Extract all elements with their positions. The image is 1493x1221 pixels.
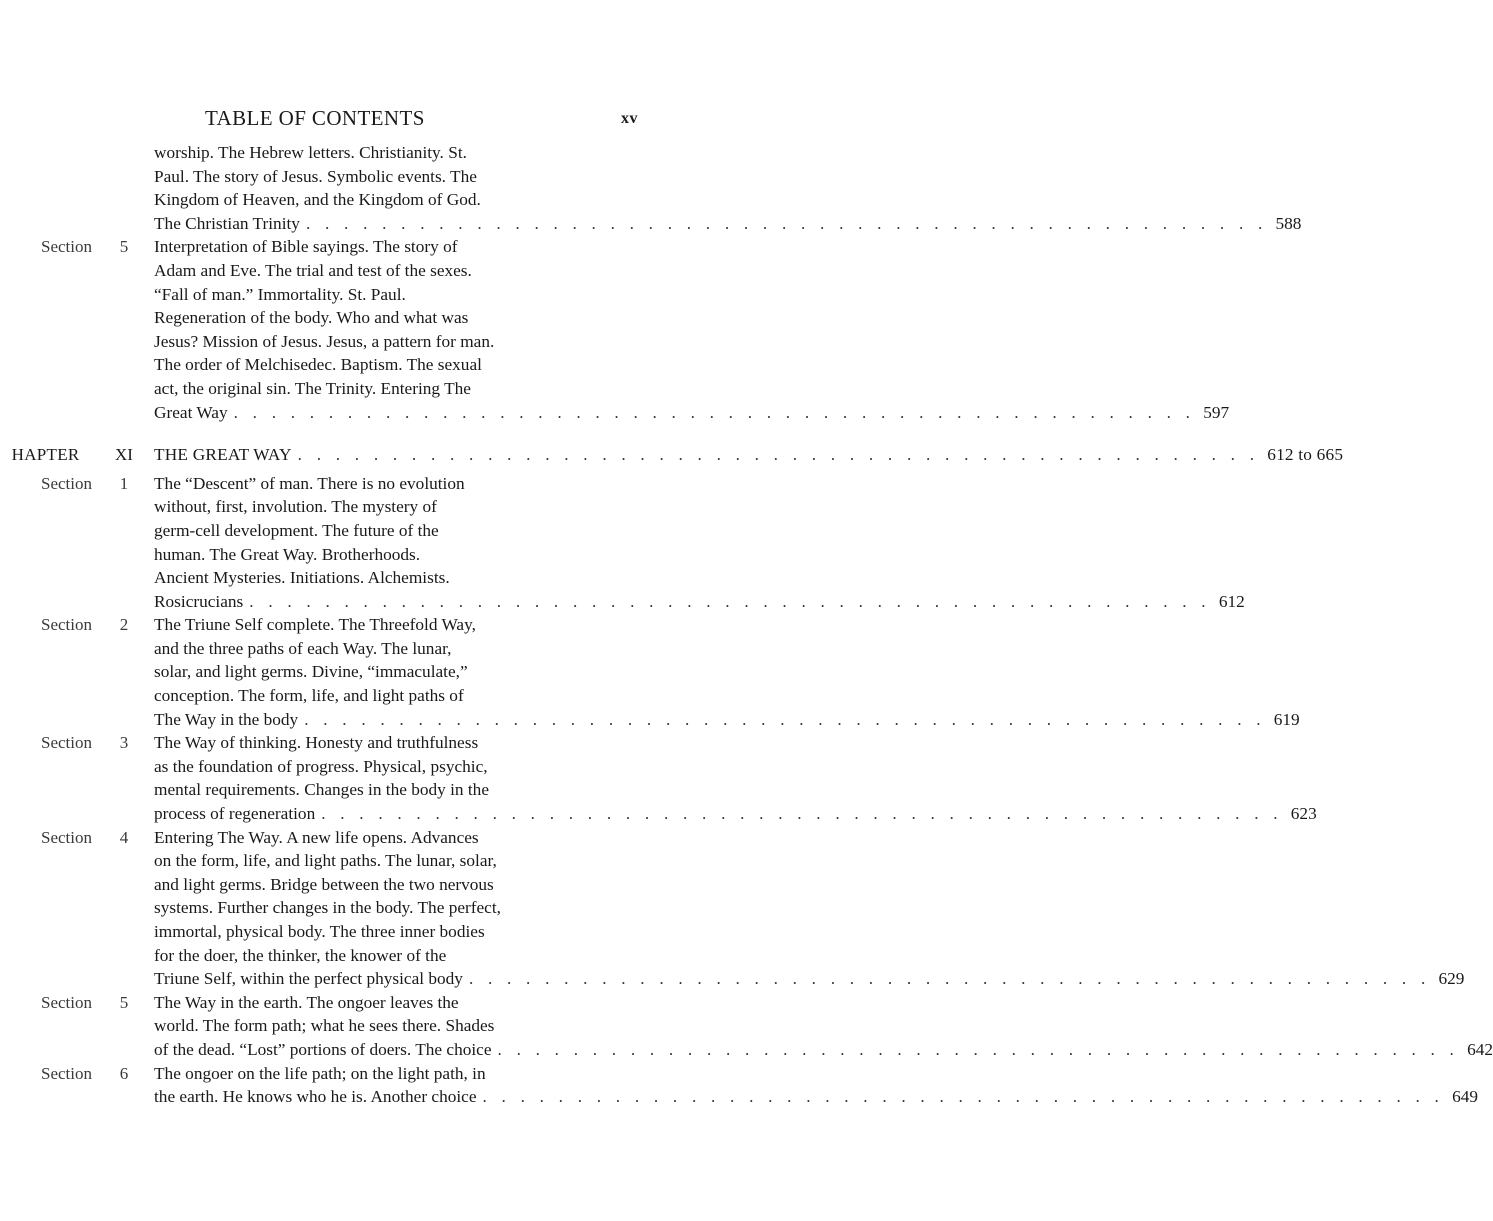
page-range: 612 to 665 [1267, 445, 1344, 465]
entry-line: act, the original sin. The Trinity. Entering The [154, 378, 471, 398]
chapter-number: XI [115, 445, 133, 465]
entry-line: “Fall of man.” Immortality. St. Paul. [154, 284, 406, 304]
section-number: 5 [119, 237, 129, 257]
toc-entry-continued [0, 141, 1302, 235]
entry-leader-line [154, 212, 1302, 236]
entry-line: mental requirements. Changes in the body in the [154, 780, 489, 800]
section-word: Section [41, 237, 92, 257]
section-word: Section [41, 733, 92, 753]
toc-entry-section [0, 613, 1300, 731]
page-number: 588 [1275, 213, 1302, 233]
entry-line: systems. Further changes in the body. The perfect, [154, 898, 501, 918]
entry-line: human. The Great Way. Brotherhoods. [154, 544, 421, 564]
entry-line: Triune Self, within the perfect physical body [154, 969, 463, 989]
toc-entry-chapter [0, 443, 1344, 467]
dot-leader: . . . . . . . . . . . . . . . . . . . . . . . . . . . . . . . . . . . . . . . . . . . . . . . . . . . [321, 804, 1283, 824]
entry-line: for the doer, the thinker, the knower of the [154, 945, 447, 965]
running-head [0, 106, 736, 134]
dot-leader: . . . . . . . . . . . . . . . . . . . . . . . . . . . . . . . . . . . . . . . . . . . . . . . . . . . [468, 969, 1431, 989]
entry-line: germ-cell development. The future of the [154, 520, 439, 540]
entry-line: world. The form path; what he sees there. Shades [154, 1016, 495, 1036]
table-of-contents [0, 141, 1493, 1109]
section-word: Section [41, 615, 92, 635]
entry-leader-line [154, 967, 1465, 991]
section-number: 6 [119, 1063, 129, 1083]
entry-line: Interpretation of Bible sayings. The story of [154, 237, 458, 257]
dot-leader: . . . . . . . . . . . . . . . . . . . . . . . . . . . . . . . . . . . . . . . . . . . . . . . . . . . [233, 402, 1196, 422]
entry-line: of the dead. “Lost” portions of doers. The choice [154, 1039, 492, 1059]
chapter-label [0, 443, 140, 467]
entry-description [154, 613, 1300, 731]
section-word: Section [41, 473, 92, 493]
entry-line: and light germs. Bridge between the two nervous [154, 874, 494, 894]
dot-leader: . . . . . . . . . . . . . . . . . . . . . . . . . . . . . . . . . . . . . . . . . . . . . . . . . . . [497, 1039, 1460, 1059]
entry-leader-line [154, 1085, 1478, 1109]
entry-line: The Triune Self complete. The Threefold Way, [154, 615, 476, 635]
entry-line: Jesus? Mission of Jesus. Jesus, a pattern for man. [154, 331, 495, 351]
entry-line: process of regeneration [154, 804, 316, 824]
entry-line: The order of Melchisedec. Baptism. The sexual [154, 355, 482, 375]
toc-entry-section [0, 991, 1493, 1062]
toc-entry-section [0, 235, 1230, 424]
toc-entry-section [0, 826, 1465, 991]
entry-leader-line [154, 708, 1300, 732]
page-folio: xv [621, 110, 638, 127]
entry-description [154, 472, 1245, 614]
entry-line: The Way in the body [154, 709, 299, 729]
entry-line: as the foundation of progress. Physical, psychic, [154, 756, 488, 776]
entry-line: on the form, life, and light paths. The lunar, solar, [154, 851, 497, 871]
entry-leader-line [154, 590, 1245, 614]
section-word: Section [41, 827, 92, 847]
entry-line: solar, and light germs. Divine, “immaculate,” [154, 662, 468, 682]
chapter-word: CHAPTER [0, 445, 80, 465]
section-word: Section [41, 1063, 92, 1083]
section-number: 1 [119, 473, 129, 493]
page-number: 612 [1218, 591, 1245, 611]
entry-line: without, first, involution. The mystery of [154, 497, 437, 517]
entry-line: Ancient Mysteries. Initiations. Alchemists. [154, 568, 450, 588]
section-number: 2 [119, 615, 129, 635]
section-label [0, 613, 140, 637]
entry-line: Rosicrucians [154, 591, 244, 611]
entry-line: Entering The Way. A new life opens. Advances [154, 827, 479, 847]
entry-line: the earth. He knows who he is. Another choice [154, 1087, 477, 1107]
entry-line: and the three paths of each Way. The lunar, [154, 638, 452, 658]
entry-leader-line [154, 401, 1230, 425]
toc-entry-section [0, 731, 1317, 825]
section-label [0, 731, 140, 755]
section-word: Section [41, 992, 92, 1012]
entry-leader-line [154, 1038, 1493, 1062]
dot-leader: . . . . . . . . . . . . . . . . . . . . . . . . . . . . . . . . . . . . . . . . . . . . . . . . . . . [305, 213, 1268, 233]
entry-line: The Christian Trinity [154, 213, 300, 233]
entry-line: conception. The form, life, and light paths of [154, 686, 464, 706]
entry-line: The Way of thinking. Honesty and truthfulness [154, 733, 479, 753]
chapter-title: THE GREAT WAY [154, 445, 292, 465]
entry-line: The Way in the earth. The ongoer leaves the [154, 992, 459, 1012]
toc-entry-section [0, 472, 1245, 614]
chapter-title-row [154, 443, 1344, 467]
section-number: 3 [119, 733, 129, 753]
entry-line: immortal, physical body. The three inner bodies [154, 922, 485, 941]
section-number: 4 [119, 827, 129, 847]
entry-description [154, 991, 1493, 1062]
dot-leader: . . . . . . . . . . . . . . . . . . . . . . . . . . . . . . . . . . . . . . . . . . . . . . . . . . . [297, 445, 1260, 465]
entry-line: Kingdom of Heaven, and the Kingdom of God. [154, 190, 481, 210]
section-label [0, 991, 140, 1015]
entry-line: Adam and Eve. The trial and test of the sexes. [154, 260, 472, 280]
section-label [0, 235, 140, 259]
entry-line: worship. The Hebrew letters. Christianity. St. [154, 143, 467, 162]
entry-description [154, 141, 1302, 235]
entry-description [154, 1062, 1478, 1109]
page-number: 597 [1203, 402, 1230, 422]
section-label [0, 472, 140, 496]
section-number: 5 [119, 992, 129, 1012]
toc-entry-section [0, 1062, 1478, 1109]
section-label [0, 826, 140, 850]
entry-line: The “Descent” of man. There is no evolution [154, 473, 465, 493]
running-title: TABLE OF CONTENTS [205, 106, 425, 130]
page-number: 623 [1290, 804, 1317, 824]
entry-line: Paul. The story of Jesus. Symbolic events. The [154, 166, 477, 186]
dot-leader: . . . . . . . . . . . . . . . . . . . . . . . . . . . . . . . . . . . . . . . . . . . . . . . . . . . [482, 1087, 1445, 1107]
dot-leader: . . . . . . . . . . . . . . . . . . . . . . . . . . . . . . . . . . . . . . . . . . . . . . . . . . . [249, 591, 1211, 611]
entry-line: Great Way [154, 402, 228, 422]
entry-line: Regeneration of the body. Who and what was [154, 308, 469, 328]
entry-description [154, 235, 1230, 424]
page-number: 629 [1438, 969, 1465, 989]
page-number: 649 [1452, 1087, 1478, 1107]
entry-line: The ongoer on the life path; on the light path, in [154, 1063, 486, 1083]
page-number: 619 [1273, 709, 1300, 729]
entry-leader-line [154, 443, 1344, 467]
entry-description [154, 826, 1465, 991]
page-number: 642 [1467, 1039, 1493, 1059]
entry-description [154, 731, 1317, 825]
section-label [0, 1062, 140, 1086]
dot-leader: . . . . . . . . . . . . . . . . . . . . . . . . . . . . . . . . . . . . . . . . . . . . . . . . . . . [304, 709, 1266, 729]
entry-leader-line [154, 802, 1317, 826]
